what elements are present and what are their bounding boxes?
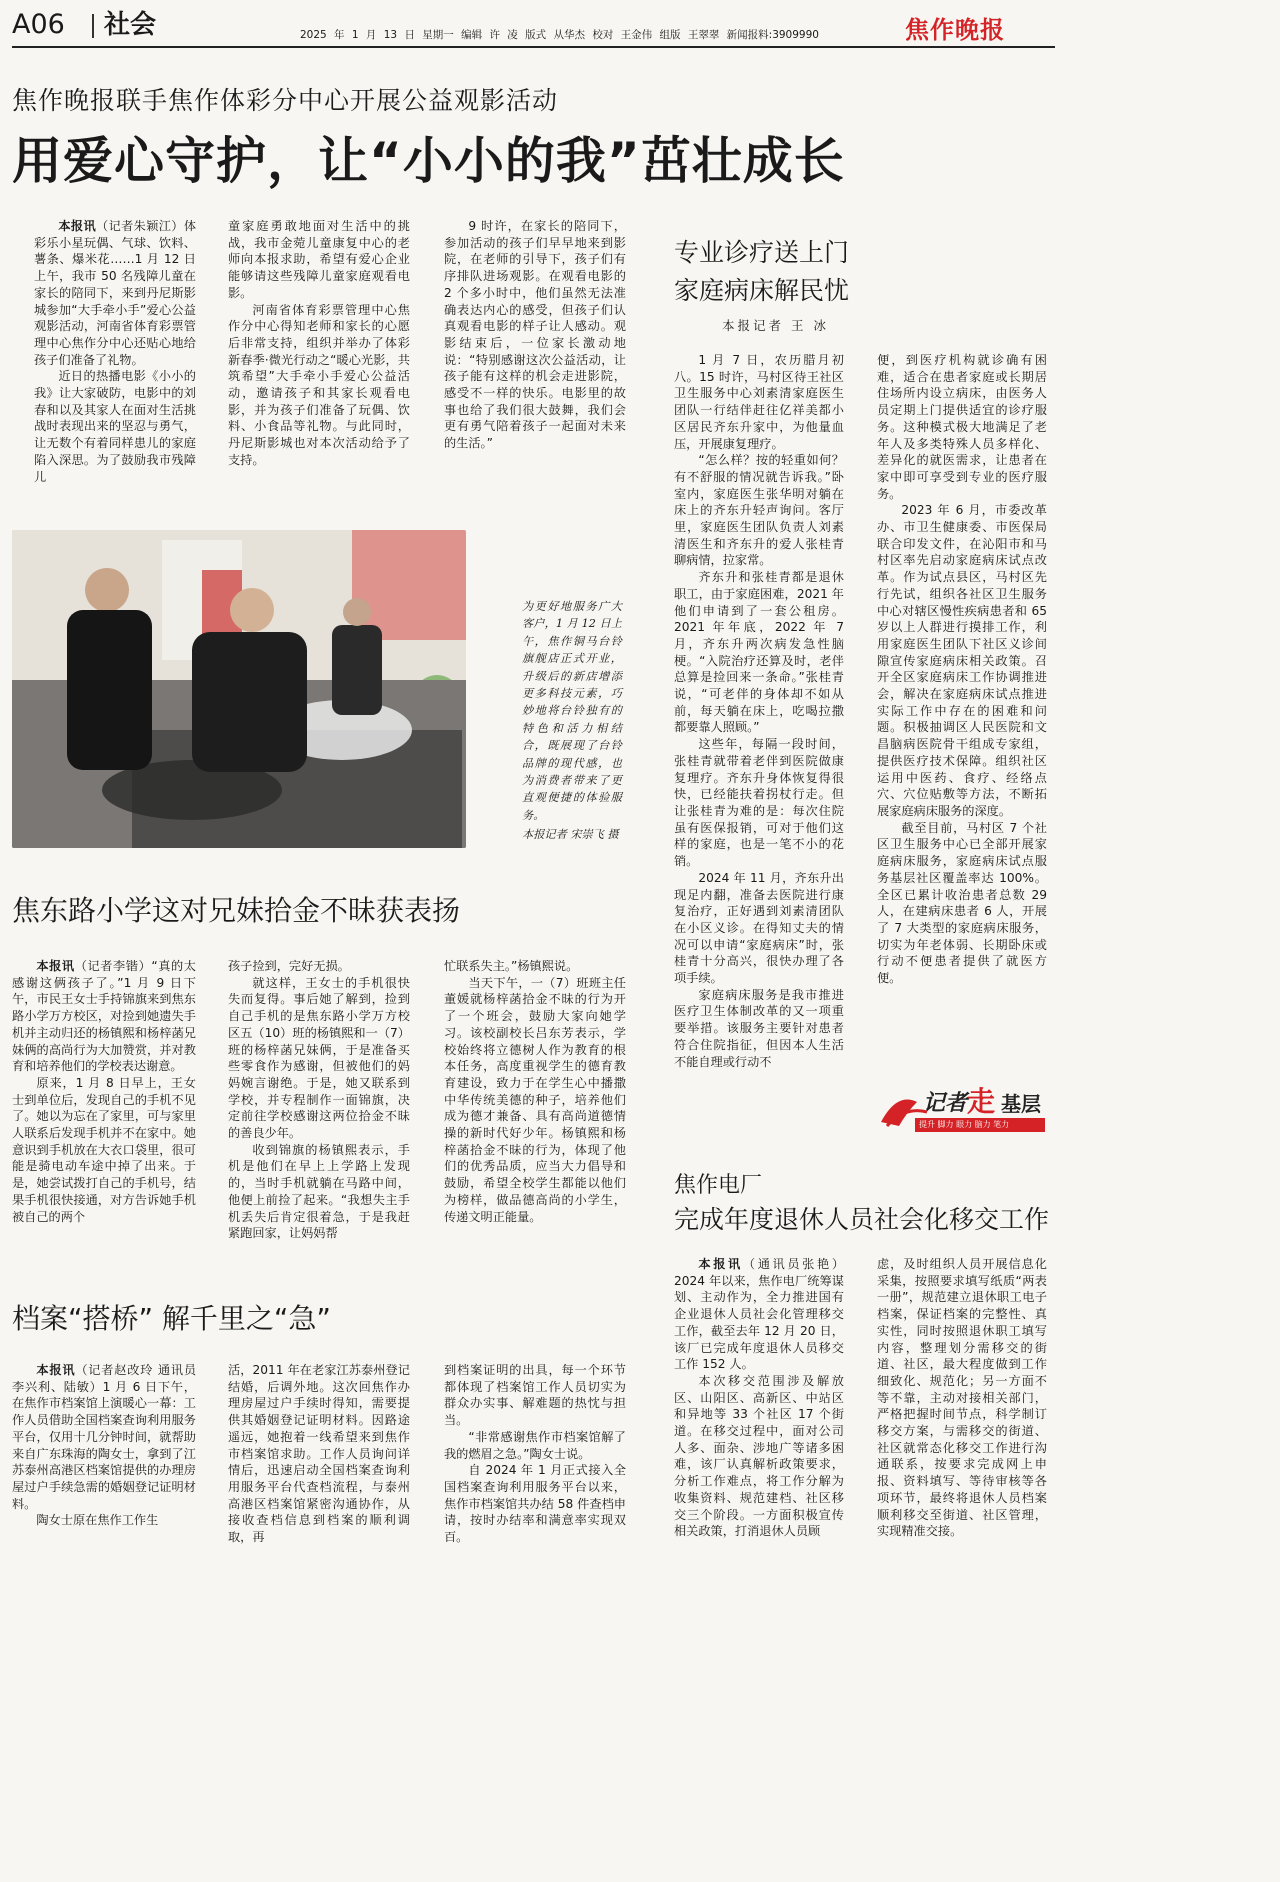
story2-column-3 [444, 958, 626, 1225]
story3-column-2 [228, 1362, 410, 1546]
paragraph: 当天下午，一（7）班班主任董媛就杨梓菡拾金不昧的行为开了一个班会，鼓励大家向她学习。该校副校长吕东芳表示，学校始终将立德树人作为教育的根本任务，高度重视学生的德育教育建设，致力于在学生心中播撒中华传统美德的种子，培养他们成为德才兼备、具有高尚道德情操的新时代好少年。杨镇熙和杨梓菡拾金不昧的行为，体现了他们的优秀品质，应当大力倡导和鼓励，希望全校学生都能以他们为榜样，做品德高尚的小学生，传递文明正能量。 [444, 975, 626, 1224]
power-column-2 [877, 1256, 1047, 1540]
paragraph: 虑，及时组织人员开展信息化采集，按照要求填写纸质“两表一册”，规范建立退休职工电子档案，保证档案的完整性、真实性，同时按照退休职工填写内容，整理划分需移交的街道、社区，最大程度做到工作细致化、规范化；另一方面不等不靠，主动对接相关部门，严格把握时间节点，科学制订移交方案，与需移交的街道、社区就常态化移交工作进行沟通联系，按要求完成网上申报、资料填写、等待审核等各项环节，最终将退休人员档案顺利移交至街道、社区管理，实现精准交接。 [877, 1257, 1047, 1539]
lead-column-3 [444, 218, 626, 452]
story3-headline: 档案“搭桥” 解千里之“急” [12, 1302, 331, 1335]
photo-credit: 本报记者 宋崇飞 摄 [522, 828, 619, 842]
paragraph: 孩子捡到，完好无损。 [228, 959, 350, 973]
headline-main: 完成年度退休人员社会化移交工作 [674, 1205, 1050, 1234]
paragraph: 2024 年 11 月，齐东升出现足内翻，准备去医院进行康复治疗，正好遇到刘素清团队在小区义诊。在得知丈夫的情况可以申请“家庭病床”时，张桂青十分高兴，很快办理了各项手续。 [674, 870, 844, 986]
newspaper-logo: 焦作晚报 [905, 16, 1005, 44]
lead-subtitle: 焦作晚报联手焦作体彩分中心开展公益观影活动 [12, 86, 559, 115]
paragraph: 1 月 7 日，农历腊月初八。15 时许，马村区待王社区卫生服务中心刘素清家庭医生团队一行结伴赶往亿祥美都小区居民齐东升家中，为他量血压，开展康复理疗。 [674, 353, 844, 451]
headline-line: 家庭病床解民忧 [674, 276, 850, 305]
hospital-column-2 [877, 352, 1047, 987]
badge-tags: 提升 脚力 眼力 脑力 笔力 [919, 1120, 1010, 1129]
paragraph: 到档案证明的出具，每一个环节都体现了档案馆工作人员切实为群众办实事、解难题的热忱与担当。 [444, 1363, 626, 1428]
reporter-credit: （记者李锴） [74, 959, 152, 973]
dateline: 本报讯 [698, 1257, 743, 1271]
header-rule [12, 46, 1055, 48]
badge-text-c: 基层 [1001, 1092, 1041, 1116]
badge-text-a: 记者 [923, 1091, 968, 1116]
headline-kicker: 焦作电厂 [674, 1173, 763, 1198]
dateline: 本报讯 [36, 1363, 76, 1377]
paragraph: 近日的热播电影《小小的我》让大家破防，电影中的刘春和以及其家人在面对生活挑战时表现出来的坚忍与勇气，让无数个有着同样患儿的家庭陷入深思。为了鼓励我市残障儿 [34, 369, 196, 484]
lead-headline: 用爱心守护，让“小小的我”茁壮成长 [12, 132, 845, 190]
paragraph: 1 月 6 日下午，在焦作市档案馆上演暖心一幕：工作人员借助全国档案查询利用服务平台，仅用十几分钟时间，就帮助来自广东珠海的陶女士，拿到了江苏泰州高港区档案馆提供的办理房屋过户手续急需的婚姻登记证明材料。 [12, 1379, 196, 1511]
caption-text: 为更好地服务广大客户，1 月 12 日上午，焦作铜马台铃旗舰店正式开业，升级后的新店增添更多科技元素，巧妙地将台铃独有的特色和活力相结合，既展现了台铃品牌的现代感，也为消费者带来了更直观便捷的体验服务。 [522, 600, 622, 822]
story2-column-2 [228, 958, 410, 1242]
reporter-credit: （通讯员张艳） [742, 1257, 845, 1271]
badge-text-b: 走 [967, 1085, 996, 1118]
lead-column-1 [34, 218, 196, 485]
store-scene-illustration [12, 530, 466, 848]
headline-line: 专业诊疗送上门 [674, 238, 850, 267]
page-number: A06 [12, 9, 65, 40]
paragraph: 陶女士原在焦作工作生 [36, 1513, 159, 1528]
reporter-credit: （记者赵改玲 通讯员李兴利、陆敏） [12, 1363, 197, 1394]
reporter-visits-badge [877, 1082, 1047, 1134]
section-name: 社会 [104, 10, 157, 40]
hospital-byline: 本报记者 王 冰 [722, 318, 829, 333]
photo-caption [522, 598, 622, 844]
issue-meta: 2025 年 1 月 13 日 星期一 编辑 许 凌 版式 从华杰 校对 王金伟 组版 王翠翠 新闻报料:3909990 [300, 29, 819, 41]
story2-headline: 焦东路小学这对兄妹拾金不昧获表扬 [12, 894, 461, 927]
paragraph: 收到锦旗的杨镇熙表示，手机是他们在早上上学路上发现的，当时手机就躺在马路中间，他便上前捡了起来。“我想失主手机丢失后肯定很着急，于是我赶紧跑回家，让妈妈帮 [228, 1142, 410, 1241]
paragraph: “真的太感谢这俩孩子了。”1 月 9 日下午，市民王女士手持锦旗来到焦东路小学万方校区，对捡到她遗失手机并主动归还的杨镇熙和杨梓菡兄妹俩的高尚行为大加赞赏，并对教育和培养他们的学校表达谢意。 [12, 959, 196, 1074]
power-column-1 [674, 1256, 844, 1540]
paragraph: “怎么样？按的轻重如何？有不舒服的情况就告诉我。”卧室内，家庭医生张华明对躺在床上的齐东升轻声询问。客厅里，家庭医生团队负责人刘素清医生和齐东升的爱人张桂青聊病情，拉家常。 [674, 453, 844, 568]
paragraph: 2024 年以来，焦作电厂统筹谋划、主动作为，全力推进国有企业退休人员社会化管理移交工作，截至去年 12 月 20 日，该厂已完成年度退休人员移交工作 152 人。 [674, 1273, 844, 1372]
dateline: 本报讯 [36, 959, 75, 973]
power-headline [674, 1170, 1049, 1238]
paragraph: 活，2011 年在老家江苏泰州登记结婚，后调外地。这次回焦作办理房屋过户手续时得知，需要提供其婚姻登记证明材料。因路途遥远，她抱着一线希望来到焦作市档案馆求助。工作人员询问详情后，迅速启动全国档案查询利用服务平台代查档流程，与泰州高港区档案馆紧密沟通协作，从接收查档信息到档案的顺利调取，再 [228, 1363, 410, 1545]
paragraph: 河南省体育彩票管理中心焦作分中心得知老师和家长的心愿后非常支持，组织并举办了体彩新春季·微光行动之“暖心光影，共筑希望”大手牵小手爱心公益活动，邀请孩子和其家长观看电影，并为孩子们准备了玩偶、饮料、小食品等礼物。与此同时，丹尼斯影城也对本次活动给予了支持。 [228, 302, 410, 467]
paragraph: 这些年，每隔一段时间，张桂青就带着老伴到医院做康复理疗。齐东升身体恢复得很快，已经能扶着拐杖行走。但让张桂青为难的是：每次住院虽有医保报销，可对于他们这样的家庭，也是一笔不小的花销。 [674, 737, 844, 869]
paragraph: 就这样，王女士的手机很快失而复得。事后她了解到，捡到自己手机的是焦东路小学万方校区五（10）班的杨镇熙和一（7）班的杨梓菡兄妹俩，于是准备买些零食作为感谢，但被他们的妈妈婉言谢绝。于是，她又联系到学校，并专程制作一面锦旗，决定前往学校感谢这两位拾金不昧的善良少年。 [228, 975, 410, 1141]
paragraph: 2023 年 6 月，市委改革办、市卫生健康委、市医保局联合印发文件，在沁阳市和马村区率先启动家庭病床试点改革。作为试点县区，马村区先行先试，组织各社区卫生服务中心对辖区慢性疾病患者和 65 岁以上人群进行摸排工作，利用家庭医生团队下社区义诊间隙宣传家庭病床相关政策。召开全区家庭病床工作协调推进会，解决在家庭病床试点推进实际工作中存在的困难和问题。积极抽调区人民医院和文昌脑病医院骨干组成专家组，提供医疗技术保障。组织社区运用中医药、食疗、经络点穴、穴位贴敷等方法，不断拓展家庭病床服务的深度。 [877, 503, 1047, 818]
paragraph: 原来，1 月 8 日早上，王女士到单位后，发现自己的手机不见了。她以为忘在了家里，可与家里人联系后发现手机并不在家中。她意识到手机放在大衣口袋里，很可能是骑电动车途中掉了出来。于是，她尝试拨打自己的手机号，结果手机很快接通，对方告诉她手机被自己的两个 [12, 1075, 196, 1224]
paragraph: 家庭病床服务是我市推进医疗卫生体制改革的又一项重要举措。该服务主要针对患者符合住院指征，但因本人生活不能自理或行动不 [674, 987, 844, 1069]
dateline: 本报讯 [58, 219, 97, 233]
lead-column-2 [228, 218, 410, 469]
paragraph: 便，到医疗机构就诊确有困难，适合在患者家庭或长期居住场所内设立病床，由医务人员定期上门提供适宜的诊疗服务。这种模式极大地满足了老年人及多类特殊人员多样化、差异化的就医需求，让患者在家中即可享受到专业的医疗服务。 [877, 353, 1047, 501]
reporter-credit: （记者朱颖江） [96, 219, 184, 233]
story3-column-3 [444, 1362, 626, 1546]
paragraph: 本次移交范围涉及解放区、山阳区、高新区、中站区和异地等 33 个社区 17 个街道。在移交过程中，面对公司人多、面杂、涉地广等诸多困难，该厂认真解析政策要求，分析工作难点，将工作分解为收集资料、规范建档、社区移交三个阶段。一方面积极宣传相关政策，打消退休人员顾 [674, 1373, 844, 1539]
news-photo [12, 530, 466, 848]
story3-column-1 [12, 1362, 196, 1529]
paragraph: 忙联系失主。”杨镇熙说。 [444, 959, 579, 973]
hospital-column-1 [674, 352, 844, 1070]
hospital-headline [674, 234, 849, 310]
paragraph: 自 2024 年 1 月正式接入全国档案查询利用服务平台以来，焦作市档案馆共办结 58 件查档申请，按时办结率和满意率实现双百。 [444, 1463, 626, 1545]
paragraph: 截至目前，马村区 7 个社区卫生服务中心已全部开展家庭病床服务，家庭病床试点服务基层社区覆盖率达 100%。全区已累计收治患者总数 29 人，在建病床患者 6 人，开展了 7 大类型的家庭病床服务，切实为年老体弱、长期卧床或行动不便患者提供了就医方便。 [877, 820, 1047, 986]
header-divider [92, 14, 94, 38]
paragraph: 童家庭勇敢地面对生活中的挑战，我市金菀儿童康复中心的老师向本报求助，希望有爱心企业能够请这些残障儿童家庭观看电影。 [228, 219, 410, 300]
paragraph: “非常感谢焦作市档案馆解了我的燃眉之急。”陶女士说。 [444, 1429, 626, 1461]
paragraph: 9 时许，在家长的陪同下，参加活动的孩子们早早地来到影院，在老师的引导下，孩子们有序排队进场观影。在观看电影的 2 个多小时中，他们虽然无法准确表达内心的感受，但孩子们认真观看电影的样子让人感动。观影结束后，一位家长激动地说：“特别感谢这次公益活动，让孩子能有这样的机会走进影院，感受不一样的快乐。电影里的故事也给了我们很大鼓舞，我们会更有勇气陪着孩子一起面对未来的生活。” [444, 219, 626, 451]
story2-column-1 [12, 958, 196, 1225]
paragraph: 体彩乐小星玩偶、气球、饮料、薯条、爆米花……1 月 12 日上午，我市 50 名残障儿童在家长的陪同下，来到丹尼斯影城参加“大手牵小手”爱心公益观影活动，河南省体育彩票管理中心焦作分中心还贴心地给孩子们准备了礼物。 [34, 219, 197, 367]
paragraph: 齐东升和张桂青都是退休职工，由于家庭困难，2021 年他们申请到了一套公租房。2021 年年底，2022 年 7 月，齐东升两次病发急性脑梗。“入院治疗还算及时，老伴总算是捡回来一条命。”张桂青说，“可老伴的身体却不如从前，每天躺在床上，吃喝拉撒都要靠人照顾。” [674, 570, 844, 735]
